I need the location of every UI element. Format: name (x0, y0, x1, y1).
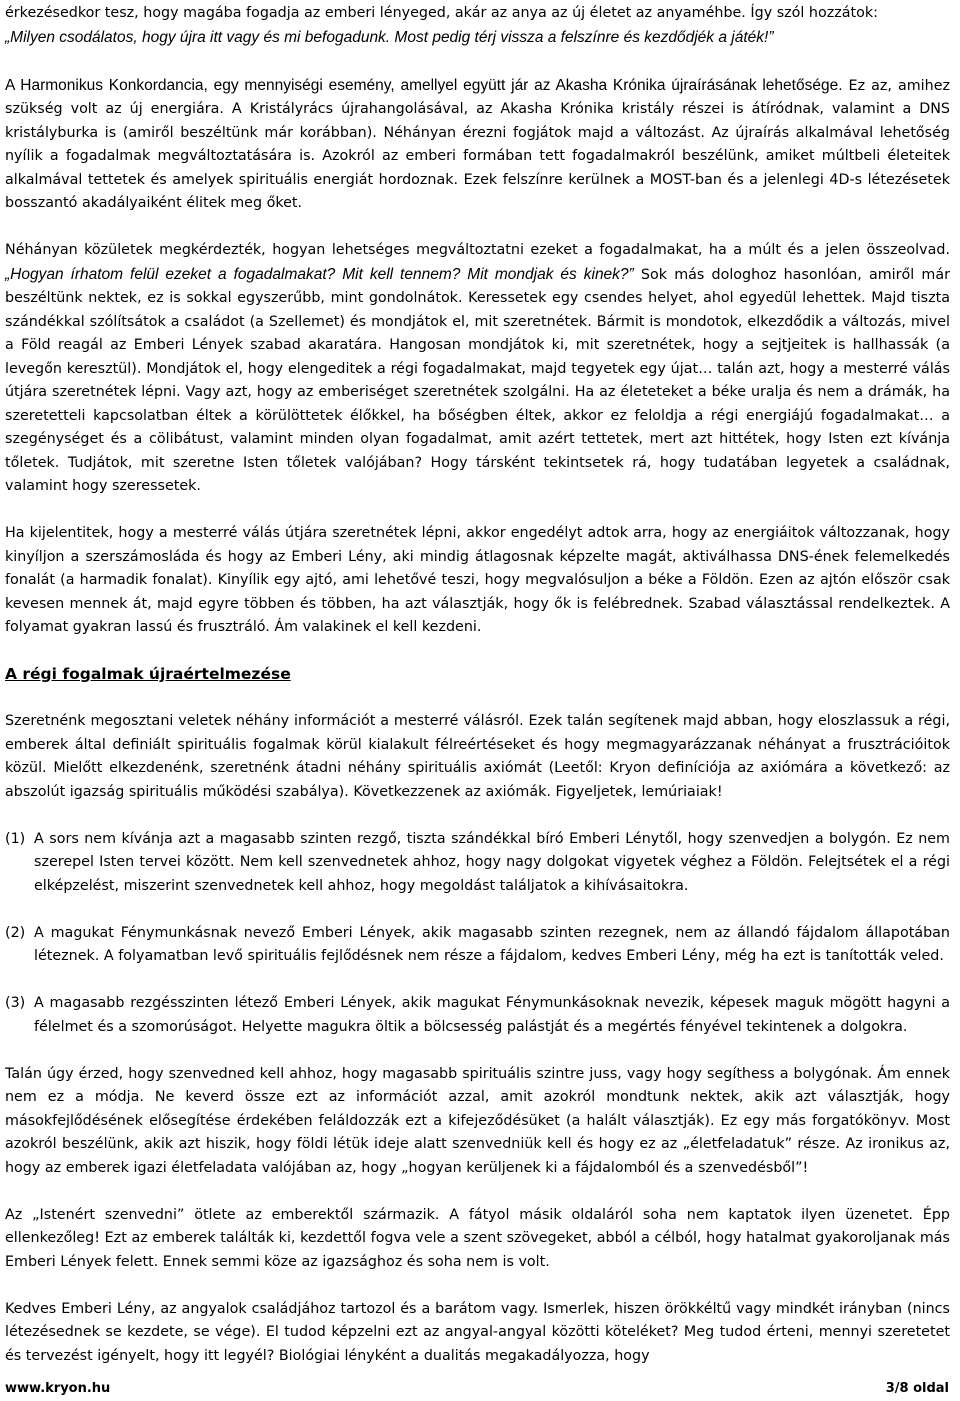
list-item-text: A sors nem kívánja azt a magasabb szinten rezgő, tiszta szándékkal bíró Emberi Lénytől, hogy szenvedjen a bolygón. Ez nem szerepel Isten tervei között. Nem kell szenvednetek ahhoz, hogy nagy dolgokat vigyetek véghez a Földön. Felejtsétek el a régi elképzelést, miszerint szenvednetek kell ahhoz, hogy megoldást találjatok a kihívásaitokra. (34, 830, 950, 894)
page-content (5, 2, 950, 1368)
paragraph-suffering: Talán úgy érzed, hogy szenvedned kell ahhoz, hogy magasabb spirituális szintre juss, vagy hogy segíthess a bolygónak. Ám ennek nem ez a módja. Ne keverd össze ezt az információt azzal, amit azokról mondtunk nektek, akik azt választják, hogy másokfejlődésének elősegítése érdekében feláldozzák ezt a kifejeződésüket (a halált választják). Ez egy más forgatókönyv. Most azokról beszélünk, akik azt hiszik, hogy földi létük ideje alatt szenvedniük kell és hogy ez az „életfeladatuk” része. Az ironikus az, hogy az emberek igazi életfeladata valójában az, hogy „hogyan kerüljenek ki a fájdalomból és a szenvedésből”! (5, 1065, 950, 1176)
list-item (5, 828, 950, 899)
paragraph-axioms-intro: Szeretnénk megosztani veletek néhány információt a mesterré válásról. Ezek talán segítenek majd abban, hogy eloszlassuk a régi, emberek által definiált spirituális fogalmak körül kialakult félreértéseket és hogy megmagyarázzanak néhányat a frusztrációitok közül. Mielőtt elkezdenénk, szeretnénk átadni néhány spirituális axiómát (Leetől: Kryon definíciója az axiómára a következő: az abszolút igazság spirituális működési szabálya). Következzenek az axiómák. Figyeljetek, lemúriaiak! (5, 713, 950, 800)
paragraph-text: Ez az, amihez szükség volt az új energiára. A Kristályrács újrahangolásával, az Akasha Krónika kristály részei is átíródnak, valamint a DNS kristályburka is (amiről beszéltünk már korábban). Néhányan érezni fogjátok majd a változást. Az újraírás alkalmával lehetőség nyílik a fogadalmak megváltoztatására is. Azokról az emberi formában tett fogadalmakról beszélünk, amiket múltbeli életeitek alkalmával tettetek és amelyek spirituális energiát hordoznak. Ezek felszínre kerülnek a MOST-ban és a jelenlegi 4D-s létezésetek bosszantó akadályaiként élitek meg őket. (5, 77, 950, 211)
quote-text: „Hogyan írhatom felül ezeket a fogadalmakat? Mit kell tennem? Mit mondjak és kinek?” (5, 265, 634, 283)
paragraph-harmonic-concordance (5, 74, 950, 216)
list-item (5, 992, 950, 1039)
paragraph-suffer-for-god: Az „Istenért szenvedni” ötlete az emberektől származik. A fátyol másik oldaláról soha nem kaptatok ilyen üzenetet. Épp ellenkezőleg! Ezt az emberek találták ki, kezdettől fogva vele a szent szövegeket, abból a célból, hogy hatalmat gyakoroljanak más Emberi Lények felett. Ennek semmi köze az igazsághoz és soha nem is volt. (5, 1206, 950, 1270)
quote-text: „Milyen csodálatos, hogy újra itt vagy és mi befogadunk. Most pedig térj vissza a felszínre és kezdődjék a játék!” (5, 28, 774, 46)
list-item-number: (1) (5, 830, 26, 847)
list-item (5, 922, 950, 969)
paragraph-mastery: Ha kijelentitek, hogy a mesterré válás útjára szeretnétek lépni, akkor engedélyt adtok arra, hogy az energiáitok változzanak, hogy kinyíljon a szerszámosláda és hogy az Emberi Lény, aki mindig átlagosnak képzelte magát, aktiválhassa DNS-ének felemelkedés fonalát (a harmadik fonalat). Kinyílik egy ajtó, ami lehetővé teszi, hogy megvalósuljon a béke a Földön. Ezen az ajtón először csak kevesen mennek át, majd egyre többen és többen, ha azt választják, hogy ők is felébrednek. Szabad választással rendelkeztek. A folyamat gyakran lassú és frusztráló. Ám valakinek el kell kezdeni. (5, 525, 950, 635)
paragraph-text: érkezésedkor tesz, hogy magába fogadja az emberi lényeged, akár az anya az új életet az anyaméhbe. Így szól hozzátok: (5, 5, 878, 21)
paragraph-dear-human: Kedves Emberi Lény, az angyalok családjához tartozol és a barátom vagy. Ismerlek, hiszen örökkéltű vagy mindkét irányban (nincs létezésednek se kezdete, se vége). El tudod képzelni ezt az angyal-angyal közötti köteléket? Meg tudod érteni, mennyi szeretetet és tervezést igényelt, hogy itt legyél? Biológiai lényként a dualitás megakadályozza, hogy (5, 1300, 950, 1364)
list-item-text: A magukat Fénymunkásnak nevező Emberi Lények, akik magasabb szinten rezegnek, nem az állandó fájdalom állapotában léteznek. A folyamatban levő spirituális fejlődésnek nem része a fájdalom, kedves Emberi Lény, még ha ezt is tanították veled. (34, 924, 950, 964)
list-item-text: A magasabb rezgésszinten létező Emberi Lények, akik magukat Fénymunkásoknak nevezik, képesek maguk mögött hagyni a félelmet és a szomorúságot. Helyette magukra öltik a bölcsesség palástját és a megértés fényével tekintenek a dolgokra. (34, 995, 950, 1035)
paragraph-text: A Harmonikus Konkordancia, egy mennyiségi esemény, amellyel együtt jár az Akasha Krónika újraírásának lehetősége. (5, 76, 843, 94)
list-item-number: (2) (5, 924, 26, 941)
footer-page-number: 3/8 oldal (885, 1381, 949, 1396)
paragraph-text: Néhányan közületek megkérdezték, hogyan lehetséges megváltoztatni ezeket a fogadalmakat, ha a múlt és a jelen összeolvad. (5, 242, 950, 258)
paragraph-arrival (5, 2, 950, 50)
list-item-number: (3) (5, 995, 26, 1011)
paragraph-vows (5, 239, 950, 499)
paragraph-text: Sok más dologhoz hasonlóan, amiről már beszéltünk nektek, ez is sokkal egyszerűbb, mint gondolnátok. Keressetek egy csendes helyet, ahol egyedül lehettek. Majd tiszta szándékkal szólítsátok a családot (a Szellemet) és mondjátok el, mit szeretnétek. Bármit is mondotok, elkezdődik a változás, mivel a Föld reagál az Emberi Lények szabad akaratára. Hangosan mondjátok ki, mit szeretnétek, hogy a sejtjeitek is hallhassák (a levegőn keresztül). Mondjátok el, hogy elengeditek a régi fogadalmakat, majd tegyetek egy újat… talán azt, hogy a mesterré válás útjára szeretnétek lépni. Vagy azt, hogy az emberiséget szeretnétek szolgálni. Ha az életeteket a béke uralja és nem a drámák, ha szeretetteli kapcsolatban éltek a körülöttetek élőkkel, ha bőségben éltek, akkor ez feloldja a régi energiájú fogadalmakat… a szegénységet és a cölibátust, valamint minden olyan fogadalmat, amit azért tettetek, mert azt hittétek, hogy Isten ezt kívánja tőletek. Tudjátok, mit szeretne Isten tőletek valójában? Hogy társként tekintsetek rá, hogy tudatában legyetek a családnak, valamint hogy szeressetek. (5, 266, 950, 494)
page-footer (5, 1380, 949, 1398)
section-heading: A régi fogalmak újraértelmezése (5, 665, 291, 683)
footer-site-url: www.kryon.hu (5, 1381, 111, 1396)
axiom-list (5, 828, 950, 1040)
